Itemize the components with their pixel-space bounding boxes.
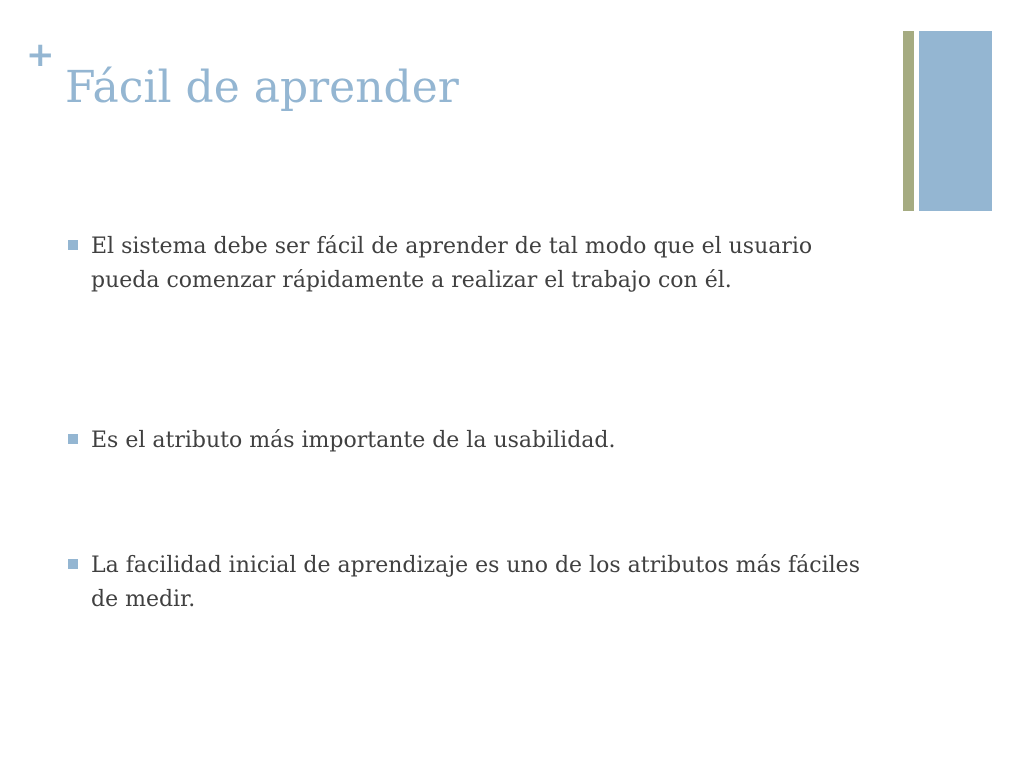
accent-bar-green	[903, 31, 914, 211]
plus-mark: +	[26, 35, 55, 75]
slide-title: Fácil de aprender	[65, 62, 459, 113]
accent-block-blue	[919, 31, 992, 211]
bullet-square-icon	[68, 240, 78, 250]
bullet-square-icon	[68, 434, 78, 444]
bullet-text: La facilidad inicial de aprendizaje es uno de los atributos más fáciles de medir.	[91, 553, 860, 612]
bullet-text: El sistema debe ser fácil de aprender de tal modo que el usuario pueda comenzar rápidamente a realizar el trabajo con él.	[91, 234, 813, 293]
bullet-item	[68, 230, 868, 298]
bullet-item	[68, 549, 868, 617]
bullet-square-icon	[68, 559, 78, 569]
bullet-text: Es el atributo más importante de la usabilidad.	[91, 428, 616, 453]
bullet-item	[68, 424, 868, 458]
